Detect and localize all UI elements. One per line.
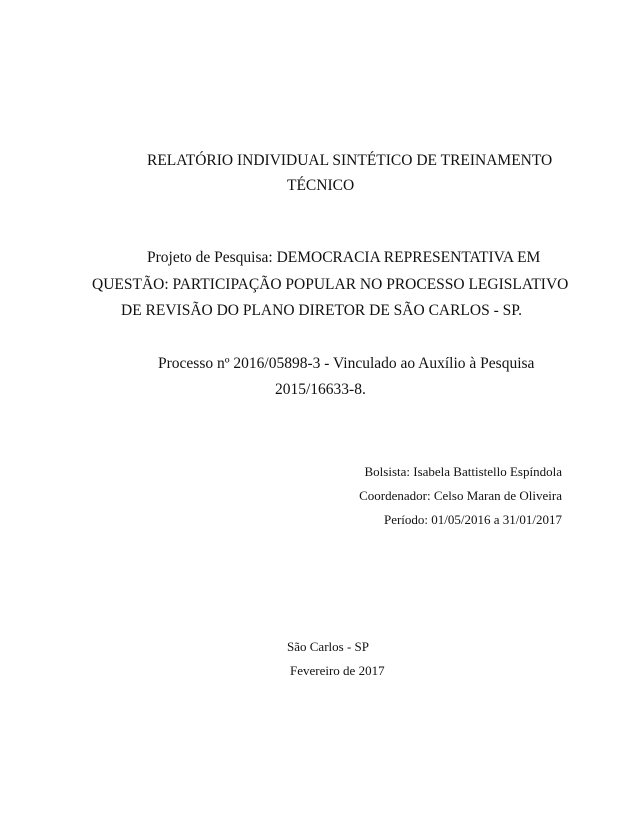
footer-date: Fevereiro de 2017 <box>290 663 385 678</box>
project-line-3: DE REVISÃO DO PLANO DIRETOR DE SÃO CARLOS - SP. <box>121 302 523 319</box>
scholar-credit: Bolsista: Isabela Battistello Espíndola <box>364 464 562 479</box>
process-line-2: 2015/16633-8. <box>275 381 366 398</box>
project-line-2: QUESTÃO: PARTICIPAÇÃO POPULAR NO PROCESSO LEGISLATIVO <box>92 276 569 293</box>
project-line-1: Projeto de Pesquisa: DEMOCRACIA REPRESENTATIVA EM <box>147 249 541 266</box>
footer-city: São Carlos - SP <box>287 639 369 654</box>
coordinator-credit: Coordenador: Celso Maran de Oliveira <box>359 488 562 503</box>
title-line-2: TÉCNICO <box>287 177 355 194</box>
title-line-1: RELATÓRIO INDIVIDUAL SINTÉTICO DE TREINAMENTO <box>147 152 553 169</box>
process-line-1: Processo nº 2016/05898-3 - Vinculado ao Auxílio à Pesquisa <box>158 355 535 372</box>
period-credit: Período: 01/05/2016 a 31/01/2017 <box>383 512 562 527</box>
